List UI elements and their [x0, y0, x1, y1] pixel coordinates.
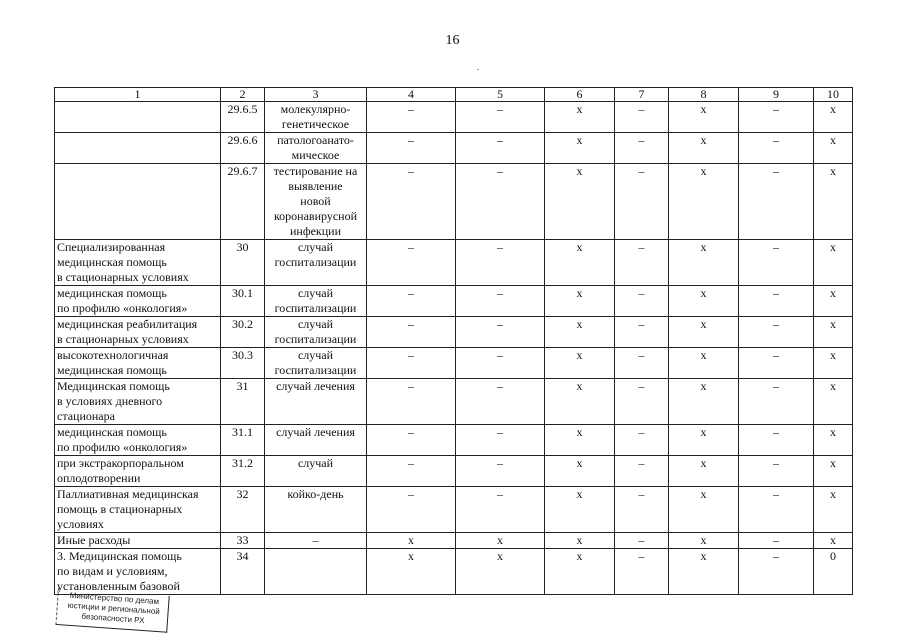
value-cell: х [669, 533, 739, 549]
value-cell: х [814, 487, 853, 533]
table-row [55, 379, 853, 425]
value-cell: – [456, 102, 545, 133]
row-code-cell: 29.6.5 [221, 102, 265, 133]
table-row [55, 533, 853, 549]
value-cell: – [456, 317, 545, 348]
unit-cell [265, 549, 367, 595]
value-cell: х [814, 348, 853, 379]
unit-cell: тестирование на выявление новой коронавирусной инфекции [265, 164, 367, 240]
value-cell: – [367, 164, 456, 240]
value-cell: х [814, 133, 853, 164]
value-cell: х [669, 379, 739, 425]
stamp-text: Министерство по делам юстиции и региональной безопасности РХ [67, 590, 161, 626]
value-cell: – [456, 456, 545, 487]
value-cell: – [367, 425, 456, 456]
table-row [55, 102, 853, 133]
value-cell: х [545, 456, 615, 487]
value-cell: – [615, 133, 669, 164]
value-cell: х [814, 102, 853, 133]
value-cell: – [615, 348, 669, 379]
value-cell: – [739, 456, 814, 487]
value-cell: – [367, 487, 456, 533]
value-cell: – [615, 487, 669, 533]
value-cell: – [615, 286, 669, 317]
value-cell: х [669, 164, 739, 240]
row-code-cell: 33 [221, 533, 265, 549]
scan-speck [477, 69, 479, 70]
row-label-cell: Медицинская помощь в условиях дневного стационара [55, 379, 221, 425]
row-label-cell [55, 133, 221, 164]
value-cell: х [367, 549, 456, 595]
value-cell: – [739, 133, 814, 164]
value-cell: х [669, 456, 739, 487]
row-label-cell [55, 102, 221, 133]
column-header: 3 [265, 88, 367, 102]
table-row [55, 286, 853, 317]
column-header: 5 [456, 88, 545, 102]
row-code-cell: 31.2 [221, 456, 265, 487]
table-row [55, 317, 853, 348]
value-cell: х [669, 102, 739, 133]
value-cell: х [545, 533, 615, 549]
value-cell: х [814, 240, 853, 286]
row-label-cell: медицинская помощь по профилю «онкология» [55, 286, 221, 317]
row-code-cell: 30 [221, 240, 265, 286]
value-cell: – [739, 379, 814, 425]
value-cell: – [367, 348, 456, 379]
value-cell: х [367, 533, 456, 549]
value-cell: – [739, 425, 814, 456]
unit-cell: случай лечения [265, 425, 367, 456]
value-cell: х [545, 240, 615, 286]
value-cell: – [615, 456, 669, 487]
value-cell: – [367, 379, 456, 425]
value-cell: х [669, 425, 739, 456]
row-label-cell: медицинская реабилитация в стационарных условиях [55, 317, 221, 348]
table-row [55, 487, 853, 533]
value-cell: 0 [814, 549, 853, 595]
value-cell: – [615, 379, 669, 425]
value-cell: х [545, 425, 615, 456]
value-cell: – [456, 487, 545, 533]
value-cell: – [739, 533, 814, 549]
value-cell: – [615, 549, 669, 595]
value-cell: х [814, 456, 853, 487]
value-cell: х [669, 240, 739, 286]
row-label-cell: высокотехнологичная медицинская помощь [55, 348, 221, 379]
unit-cell: – [265, 533, 367, 549]
value-cell: – [456, 164, 545, 240]
unit-cell: случай госпитализации [265, 286, 367, 317]
value-cell: – [456, 133, 545, 164]
table-row [55, 164, 853, 240]
ministry-stamp [55, 588, 169, 634]
value-cell: – [367, 286, 456, 317]
value-cell: – [739, 286, 814, 317]
column-header: 9 [739, 88, 814, 102]
value-cell: – [367, 240, 456, 286]
value-cell: х [669, 133, 739, 164]
row-code-cell: 32 [221, 487, 265, 533]
table-row [55, 549, 853, 595]
value-cell: – [456, 348, 545, 379]
row-code-cell: 29.6.6 [221, 133, 265, 164]
value-cell: х [669, 487, 739, 533]
column-header: 4 [367, 88, 456, 102]
unit-cell: случай госпитализации [265, 240, 367, 286]
value-cell: – [615, 102, 669, 133]
unit-cell: молекулярно- генетическое [265, 102, 367, 133]
page-number: 16 [445, 33, 460, 48]
value-cell: х [545, 549, 615, 595]
row-code-cell: 30.3 [221, 348, 265, 379]
column-header: 10 [814, 88, 853, 102]
column-header: 2 [221, 88, 265, 102]
table-row [55, 348, 853, 379]
value-cell: х [545, 317, 615, 348]
value-cell: – [456, 425, 545, 456]
table-header-row [55, 88, 853, 102]
value-cell: х [669, 348, 739, 379]
value-cell: – [739, 164, 814, 240]
unit-cell: патологоанато- мическое [265, 133, 367, 164]
column-header: 6 [545, 88, 615, 102]
unit-cell: случай госпитализации [265, 317, 367, 348]
value-cell: х [545, 164, 615, 240]
value-cell: х [814, 317, 853, 348]
value-cell: х [669, 317, 739, 348]
value-cell: х [545, 133, 615, 164]
column-header: 7 [615, 88, 669, 102]
row-code-cell: 34 [221, 549, 265, 595]
value-cell: х [669, 549, 739, 595]
value-cell: х [814, 379, 853, 425]
value-cell: – [739, 487, 814, 533]
row-label-cell: Специализированная медицинская помощь в стационарных условиях [55, 240, 221, 286]
value-cell: – [739, 317, 814, 348]
table-row [55, 425, 853, 456]
value-cell: х [456, 549, 545, 595]
unit-cell: случай лечения [265, 379, 367, 425]
row-label-cell: при экстракорпоральном оплодотворении [55, 456, 221, 487]
row-code-cell: 31 [221, 379, 265, 425]
value-cell: – [739, 549, 814, 595]
value-cell: х [814, 425, 853, 456]
value-cell: х [545, 102, 615, 133]
value-cell: – [615, 425, 669, 456]
row-code-cell: 30.1 [221, 286, 265, 317]
unit-cell: случай госпитализации [265, 348, 367, 379]
row-code-cell: 31.1 [221, 425, 265, 456]
table-row [55, 133, 853, 164]
table-row [55, 240, 853, 286]
value-cell: – [456, 286, 545, 317]
value-cell: – [615, 533, 669, 549]
value-cell: х [545, 487, 615, 533]
column-header: 8 [669, 88, 739, 102]
value-cell: х [456, 533, 545, 549]
indicators-table [54, 87, 853, 595]
value-cell: х [814, 286, 853, 317]
value-cell: – [739, 240, 814, 286]
column-header: 1 [55, 88, 221, 102]
value-cell: х [545, 379, 615, 425]
value-cell: х [814, 164, 853, 240]
value-cell: – [739, 102, 814, 133]
table-row [55, 456, 853, 487]
unit-cell: койко-день [265, 487, 367, 533]
value-cell: х [545, 348, 615, 379]
value-cell: – [367, 317, 456, 348]
value-cell: – [739, 348, 814, 379]
row-label-cell: Иные расходы [55, 533, 221, 549]
value-cell: – [615, 164, 669, 240]
unit-cell: случай [265, 456, 367, 487]
value-cell: х [545, 286, 615, 317]
row-code-cell: 30.2 [221, 317, 265, 348]
row-label-cell: медицинская помощь по профилю «онкология» [55, 425, 221, 456]
value-cell: – [367, 133, 456, 164]
value-cell: – [615, 240, 669, 286]
value-cell: – [367, 456, 456, 487]
row-label-cell: 3. Медицинская помощь по видам и условиям, установленным базовой [55, 549, 221, 595]
value-cell: х [814, 533, 853, 549]
value-cell: – [456, 240, 545, 286]
value-cell: х [669, 286, 739, 317]
row-label-cell: Паллиативная медицинская помощь в стационарных условиях [55, 487, 221, 533]
row-label-cell [55, 164, 221, 240]
value-cell: – [615, 317, 669, 348]
value-cell: – [367, 102, 456, 133]
row-code-cell: 29.6.7 [221, 164, 265, 240]
value-cell: – [456, 379, 545, 425]
